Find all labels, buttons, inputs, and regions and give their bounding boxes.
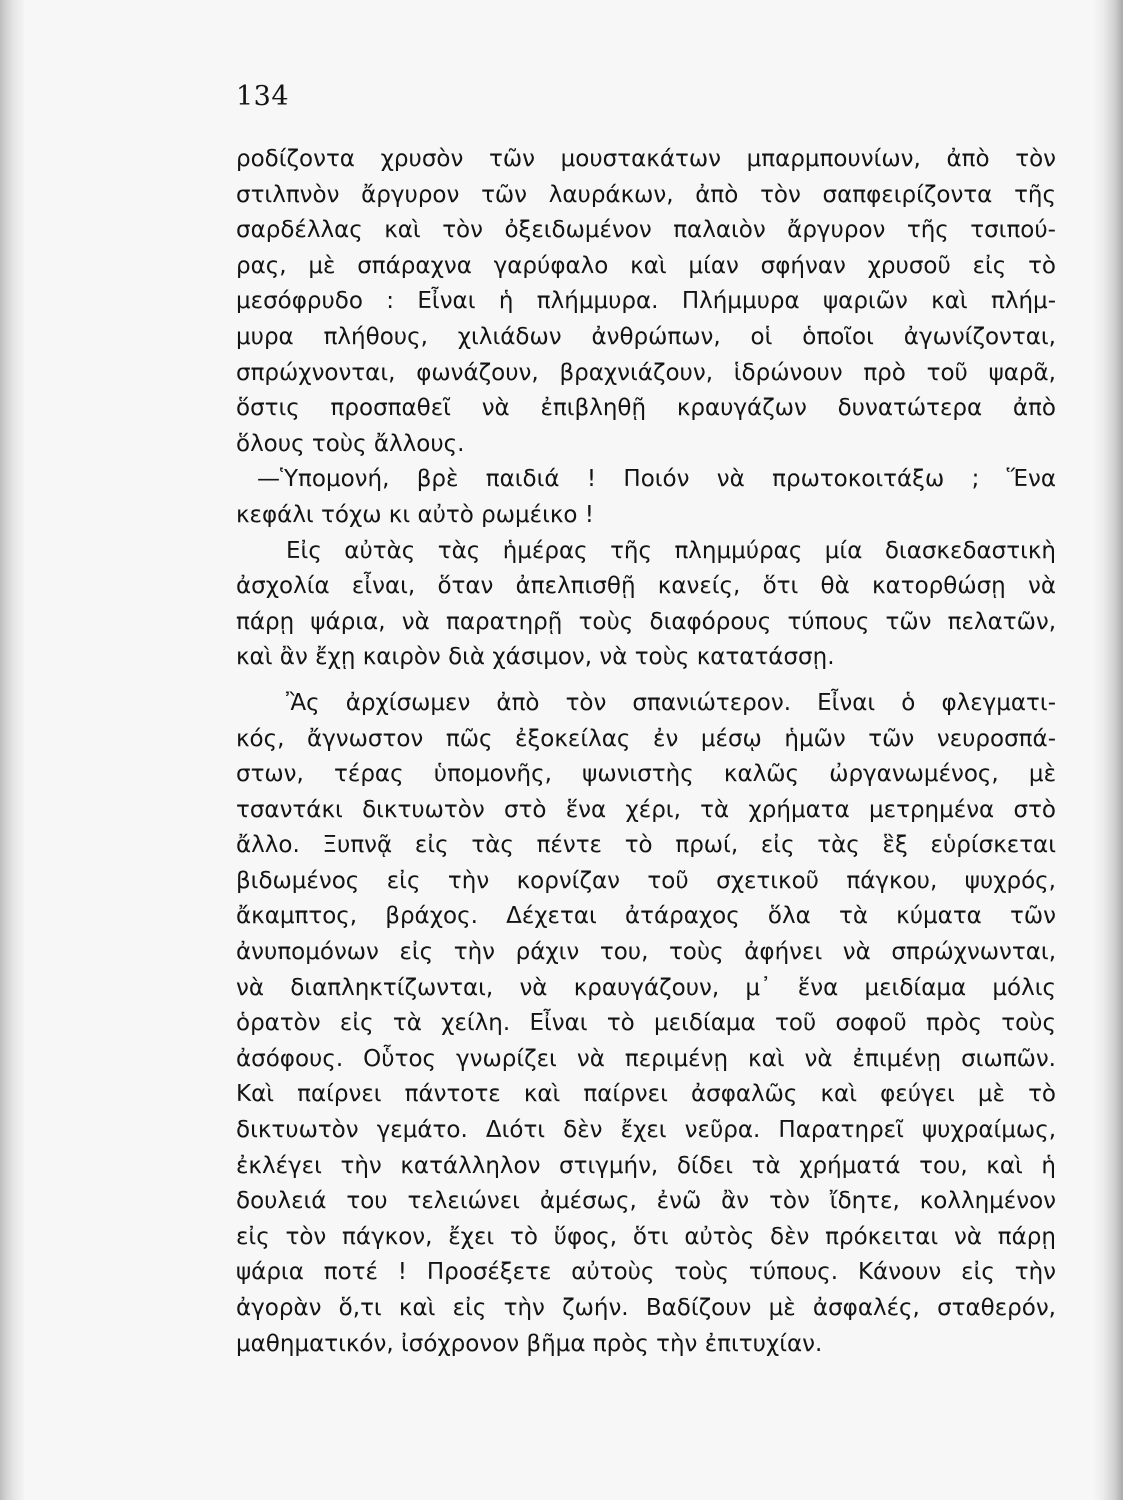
text-line: ἀνυπομόνων εἰς τὴν ράχιν του, τοὺς ἀφήνει νὰ σπρώχνωνται, [236, 939, 1056, 966]
text-line: πάρῃ ψάρια, νὰ παρατηρῇ τοὺς διαφόρους τύπους τῶν πελατῶν, [236, 608, 1056, 635]
text-line: ψάρια ποτέ ! Προσέξετε αὐτοὺς τοὺς τύπους. Κάνουν εἰς τὴν [236, 1259, 1056, 1286]
text-line: Εἰς αὐτὰς τὰς ἡμέρας τῆς πλημμύρας μία διασκεδαστικὴ [286, 537, 1056, 564]
text-line: μαθηματικόν, ἰσόχρονον βῆμα πρὸς τὴν ἐπιτυχίαν. [236, 1330, 823, 1357]
text-line: ἀγορὰν ὅ,τι καὶ εἰς τὴν ζωήν. Βαδίζουν μὲ ἀσφαλές, σταθερόν, [236, 1295, 1056, 1321]
text-line: κεφάλι τόχω κι αὐτὸ ρωμέικο ! [236, 501, 595, 528]
text-line: ροδίζοντα χρυσὸν τῶν μουστακάτων μπαρμπουνίων, ἀπὸ τὸν [236, 146, 1056, 172]
body-text [236, 142, 1056, 1362]
text-line: ἀσχολία εἶναι, ὅταν ἀπελπισθῇ κανείς, ὅτι θὰ κατορθώσῃ νὰ [236, 573, 1056, 600]
page-left-edge [0, 0, 24, 1500]
text-line: βιδωμένος εἰς τὴν κορνίζαν τοῦ σχετικοῦ πάγκου, ψυχρός, [236, 867, 1056, 894]
text-line: ἐκλέγει τὴν κατάλληλον στιγμήν, δίδει τὰ χρήματά του, καὶ ἡ [236, 1152, 1056, 1179]
text-line: καὶ ἂν ἔχῃ καιρὸν διὰ χάσιμον, νὰ τοὺς κατατάσσῃ. [236, 644, 835, 671]
text-line: σαρδέλλας καὶ τὸν ὀξειδωμένον παλαιὸν ἄργυρον τῆς τσιπού- [236, 217, 1056, 244]
text-line: ρας, μὲ σπάραχνα γαρύφαλο καὶ μίαν σφήναν χρυσοῦ εἰς τὸ [236, 252, 1056, 279]
text-line: στων, τέρας ὑπομονῆς, ψωνιστὴς καλῶς ὠργανωμένος, μὲ [236, 761, 1056, 788]
text-line: νὰ διαπληκτίζωνται, νὰ κραυγάζουν, μ᾽ ἕνα μειδίαμα μόλις [236, 974, 1056, 1001]
text-line: τσαντάκι δικτυωτὸν στὸ ἕνα χέρι, τὰ χρήματα μετρημένα στὸ [236, 796, 1056, 823]
text-line: ἄλλο. Ξυπνᾷ εἰς τὰς πέντε τὸ πρωί, εἰς τὰς ἓξ εὑρίσκεται [236, 832, 1056, 859]
text-line: σπρώχνονται, φωνάζουν, βραχνιάζουν, ἱδρώνουν πρὸ τοῦ ψαρᾶ, [236, 359, 1056, 386]
text-line: δουλειά του τελειώνει ἀμέσως, ἐνῶ ἂν τὸν ἴδητε, κολλημένον [236, 1188, 1056, 1215]
text-line: μεσόφρυδο : Εἶναι ἡ πλήμμυρα. Πλήμμυρα ψαριῶν καὶ πλήμ- [236, 288, 1056, 315]
text-line: —Ὑπομονή, βρὲ παιδιά ! Ποιόν νὰ πρωτοκοιτάξω ; Ἕνα [257, 466, 1056, 493]
text-line: εἰς τὸν πάγκον, ἔχει τὸ ὕφος, ὅτι αὐτὸς δὲν πρόκειται νὰ πάρῃ [236, 1223, 1056, 1250]
text-line: κός, ἄγνωστον πῶς ἐξοκείλας ἐν μέσῳ ἡμῶν τῶν νευροσπά- [236, 725, 1056, 752]
text-line: Καὶ παίρνει πάντοτε καὶ παίρνει ἀσφαλῶς καὶ φεύγει μὲ τὸ [236, 1081, 1056, 1108]
text-line: ὁρατὸν εἰς τὰ χείλη. Εἶναι τὸ μειδίαμα τοῦ σοφοῦ πρὸς τοὺς [236, 1010, 1056, 1037]
text-line: Ἂς ἀρχίσωμεν ἀπὸ τὸν σπανιώτερον. Εἶναι ὁ φλεγματι- [286, 689, 1056, 716]
text-line: δικτυωτὸν γεμάτο. Διότι δὲν ἔχει νεῦρα. Παρατηρεῖ ψυχραίμως, [236, 1117, 1056, 1144]
text-line: ἄκαμπτος, βράχος. Δέχεται ἀτάραχος ὅλα τὰ κύματα τῶν [236, 903, 1056, 930]
page-number: 134 [236, 81, 290, 112]
text-line: ὅστις προσπαθεῖ νὰ ἐπιβληθῇ κραυγάζων δυνατώτερα ἀπὸ [236, 395, 1056, 422]
text-line: ἀσόφους. Οὗτος γνωρίζει νὰ περιμένῃ καὶ νὰ ἐπιμένῃ σιωπῶν. [236, 1045, 1056, 1072]
text-line: στιλπνὸν ἄργυρον τῶν λαυράκων, ἀπὸ τὸν σαπφειρίζοντα τῆς [236, 181, 1056, 208]
page-right-edge [1093, 0, 1123, 1500]
text-line: μυρα πλήθους, χιλιάδων ἀνθρώπων, οἱ ὁποῖοι ἀγωνίζονται, [236, 323, 1056, 350]
paragraph-gap [236, 676, 1056, 686]
text-line: ὅλους τοὺς ἄλλους. [236, 430, 465, 457]
